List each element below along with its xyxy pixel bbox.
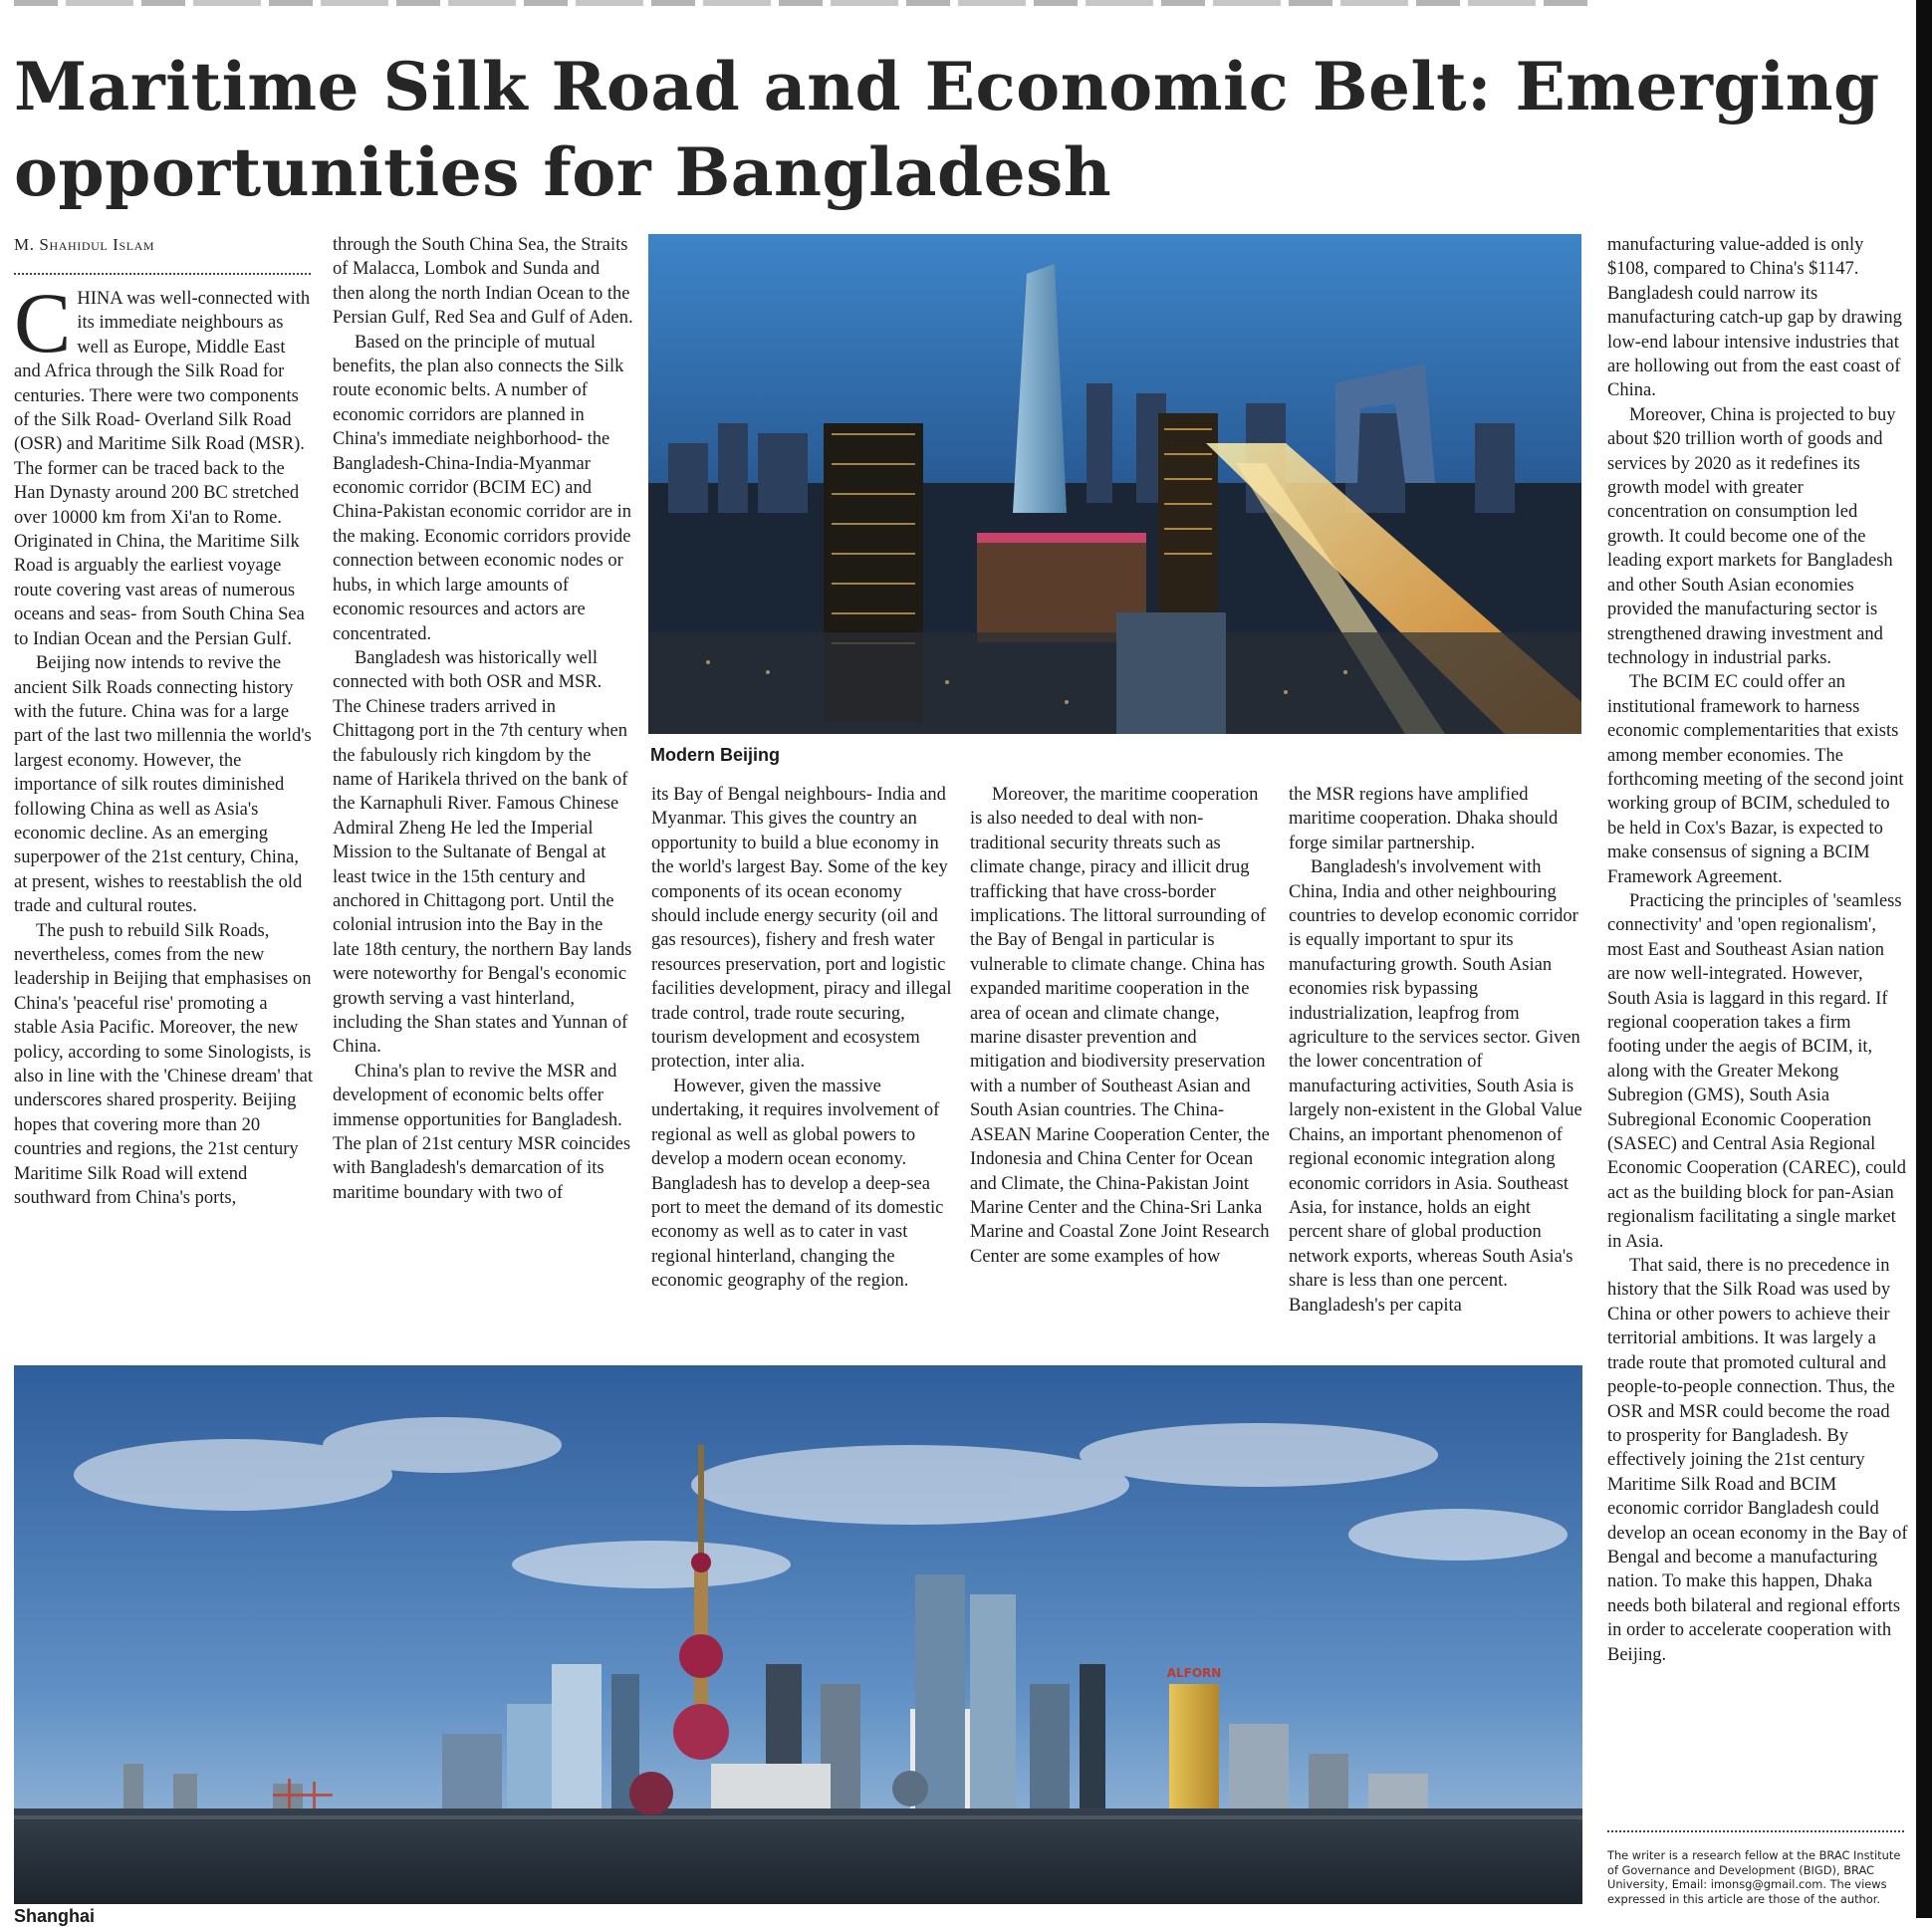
paragraph: That said, there is no precedence in history that the Silk Road was used by China or other powers to achieve their territorial ambitions. It was largely a trade route that promoted cultural and people-to-people connection. Thus, the OSR and MSR could become the road to prosperity for Bangladesh. By effectively joining the 21st century Maritime Silk Road and BCIM economic corridor Bangladesh could develop an ocean economy in the Bay of Bengal and become a manufacturing nation. To make this happen, Dhaka needs both bilateral and regional efforts in order to accelerate cooperation with Beijing. [1607,1256,1908,1665]
paragraph: Practicing the principles of 'seamless connectivity' and 'open regionalism', most East and Southeast Asian nation are now well-integrated. However, South Asia is laggard in this regard. If regional cooperation takes a firm footing under the aegis of BCIM, it, along with the Greater Mekong Subregion (GMS), South Asia Subregional Economic Cooperation (SASEC) and Central Asia Regional Economic Cooperation (CAREC), could act as the building block for pan-Asian regionalism facilitating a single market in Asia. [1607,890,1907,1252]
paragraph: Beijing now intends to revive the ancient Silk Roads connecting history with the future. China was for a large part of the last two millennia the world's largest economy. However, the importance of silk routes diminished following China as well as Asia's economic decline. As an emerging superpower of the 21st century, China, at present, wishes to reestablish the old trade and cultural routes. [14,653,312,917]
paragraph: Moreover, the maritime cooperation is also needed to deal with non-traditional security threats such as climate change, piracy and illicit drug trafficking that have cross-border implications. The littoral surrounding of the Bay of Bengal in particular is vulnerable to climate change. China has expanded maritime cooperation in the area of ocean and climate change, marine disaster prevention and mitigation and biodiversity preservation with a number of Southeast Asian and South Asian countries. The China-ASEAN Marine Cooperation Center, the Indonesia and China Center for Ocean and Climate, the China-Pakistan Joint Marine Center and the China-Sri Lanka Marine and Coastal Zone Joint Research Center are some examples of how [970,785,1270,1267]
beijing-photo-caption: Modern Beijing [650,745,780,765]
paragraph-text: HINA was well-connected with its immediate neighbours as well as Europe, Middle East and Africa through the Silk Road for centuries. There were two components of the Silk Road- Overland Silk Road (OSR) and Maritime Silk Road (MSR). The former can be traced back to the Han Dynasty around 200 BC stretched over 10000 km from Xi'an to Rome. Originated in China, the Maritime Silk Road is arguably the earliest voyage route covering vast areas of numerous oceans and seas- from South China Sea to Indian Ocean and the Persian Gulf. [14,289,311,649]
paragraph: the MSR regions have amplified maritime cooperation. Dhaka should forge similar partnership. [1289,785,1559,853]
byline: M. Shahidul Islam [14,235,155,254]
column-3 [651,783,952,1294]
paragraph: its Bay of Bengal neighbours- India and Myanmar. This gives the country an opportunity to build a blue economy in the world's largest Bay. Some of the key components of its ocean economy should include energy security (oil and gas resources), fishery and fresh water resources preservation, port and logistic facilities development, piracy and illegal trade control, trade route securing, tourism development and ecosystem protection, inter alia. [651,785,952,1073]
author-bio: The writer is a research fellow at the BRAC Institute of Governance and Development (BIGD), BRAC University, Email: imonsg@gmail.com. The views expressed in this article are those of the author. [1607,1848,1901,1906]
headline: Maritime Silk Road and Economic Belt: Emerging opportunities for Bangladesh [14,48,1880,211]
paragraph: Based on the principle of mutual benefits, the plan also connects the Silk route economic belts. A number of economic corridors are planned in China's immediate neighborhood- the Bangladesh-China-India-Myanmar economic corridor (BCIM EC) and China-Pakistan economic corridor are in the making. Economic corridors provide connection between economic nodes or hubs, in which large amounts of economic resources and actors are concentrated. [333,332,632,644]
paragraph [14,275,315,651]
paragraph: However, given the massive undertaking, it requires involvement of regional as well as global powers to develop a modern ocean economy. Bangladesh has to develop a deep-sea port to meet the demand of its domestic economy as well as to cater in vast regional hinterland, changing the economic geography of the region. [651,1076,944,1292]
column-6 [1607,233,1908,1667]
page-edge-bar [1916,0,1932,1918]
paragraph: The BCIM EC could offer an institutional framework to harness economic complementarities that exists among member economies. The forthcoming meeting of the second joint working group of BCIM, scheduled to be held in Cox's Bazar, is expected to make consensus of signing a BCIM Framework Agreement. [1607,672,1904,887]
drop-cap: C [14,275,72,370]
shanghai-skyline-image [14,1365,1582,1904]
bio-divider [1607,1830,1904,1832]
column-4 [970,783,1271,1269]
column-2 [333,233,633,1205]
column-5 [1289,783,1589,1318]
beijing-photo [648,234,1581,734]
column-1 [14,275,315,1210]
paragraph: China's plan to revive the MSR and development of economic belts offer immense opportunities for Bangladesh. The plan of 21st century MSR coincides with Bangladesh's demarcation of its maritime boundary with two of [333,1061,631,1203]
paragraph: through the South China Sea, the Straits of Malacca, Lombok and Sunda and then along the north Indian Ocean to the Persian Gulf, Red Sea and Gulf of Aden. [333,235,633,329]
paragraph: Bangladesh was historically well connected with both OSR and MSR. The Chinese traders arrived in Chittagong port in the 7th century when the fabulously rich kingdom by the name of Harikela thrived on the bank of the Karnaphuli River. Famous Chinese Admiral Zheng He led the Imperial Mission to the Sultanate of Bengal at least twice in the 15th century and anchored in Chittagong port. Until the colonial intrusion into the Bay in the late 18th century, the northern Bay lands were noteworthy for Bengal's economic growth serving a vast hinterland, including the Shan states and Yunnan of China. [333,647,632,1058]
paragraph: manufacturing value-added is only $108, compared to China's $1147. Bangladesh could narrow its manufacturing catch-up gap by drawing low-end labour intensive industries that are hollowing out from the east coast of China. [1607,235,1902,401]
paragraph: The push to rebuild Silk Roads, nevertheless, comes from the new leadership in Beijing that emphasises on China's 'peaceful rise' promoting a stable Asia Pacific. Moreover, the new policy, according to some Sinologists, is also in line with the 'Chinese dream' that underscores shared prosperity. Beijing hopes that covering more than 20 countries and regions, the 21st century Maritime Silk Road will extend southward from China's ports, [14,920,314,1209]
paragraph: Moreover, China is projected to buy about $20 trillion worth of goods and services by 2020 as it redefines its growth model with greater concentration on consumption led growth. It could become one of the leading export markets for Bangladesh and other South Asian economies provided the manufacturing sector is strengthened drawing investment and technology in industrial parks. [1607,404,1896,668]
shanghai-building-sign: ALFORN [1166,1666,1222,1680]
paragraph: Bangladesh's involvement with China, India and other neighbouring countries to develop economic corridor is equally important to spur its manufacturing growth. South Asian economies risk bypassing industrialization, leapfrog from agriculture to the services sector. Given the lower concentration of manufacturing activities, South Asia is largely non-existent in the Global Value Chains, an important phenomenon of regional economic integration along economic corridors in Asia. Southeast Asia, for instance, holds an eight percent share of global production network exports, whereas South Asia's share is less than one percent. Bangladesh's per capita [1289,857,1582,1316]
top-rule [14,0,1587,6]
shanghai-photo [14,1365,1582,1904]
shanghai-photo-caption: Shanghai [14,1906,96,1926]
beijing-skyline-image [648,234,1581,734]
